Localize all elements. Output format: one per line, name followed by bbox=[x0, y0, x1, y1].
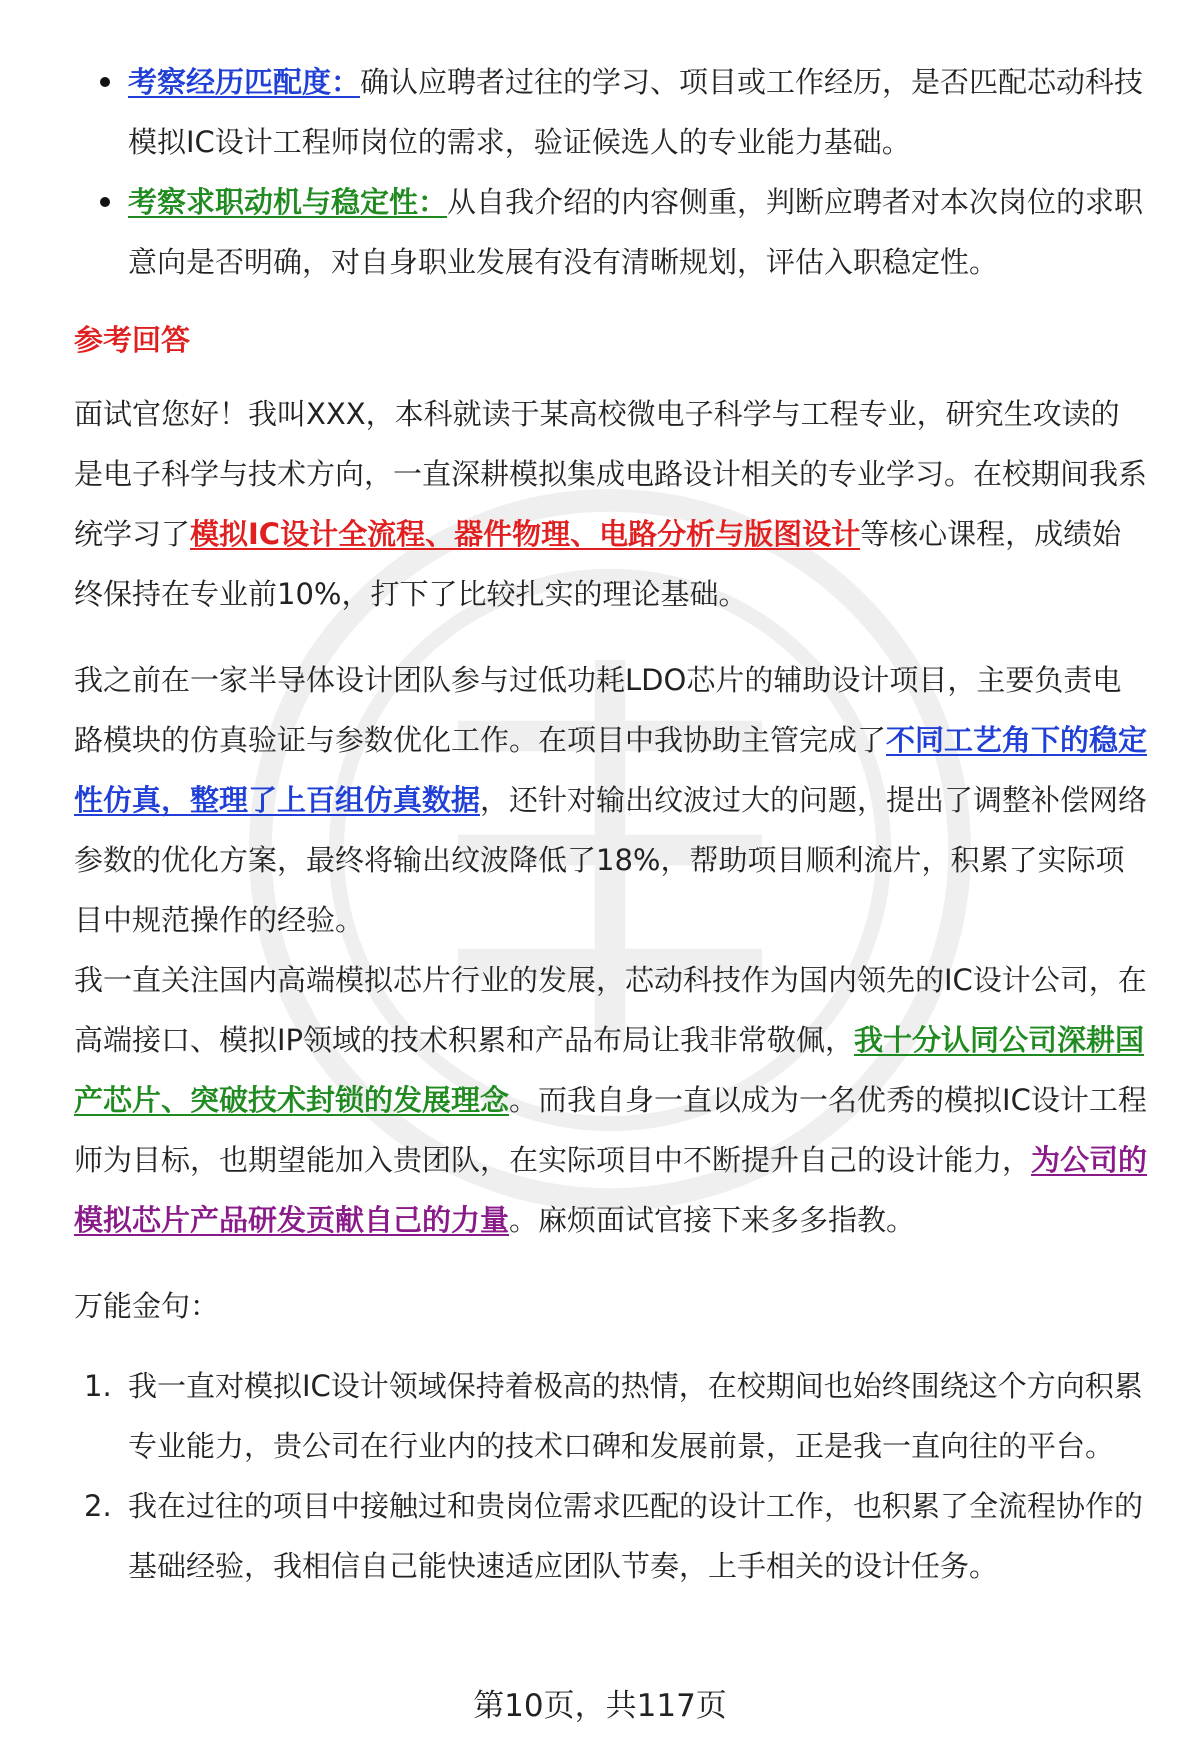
highlight-simulation: 不同工艺角下的稳定性仿真，整理了上百组仿真数据 bbox=[74, 723, 1148, 817]
golden-list bbox=[74, 1356, 1148, 1596]
list-number: 2. bbox=[84, 1489, 112, 1523]
list-number: 1. bbox=[84, 1369, 112, 1403]
golden-item bbox=[74, 1476, 1148, 1596]
answer-paragraph-motivation bbox=[74, 950, 1148, 1250]
golden-item bbox=[74, 1356, 1148, 1476]
criteria-label: 考察求职动机与稳定性： bbox=[128, 185, 448, 219]
section-title: 参考回答 bbox=[74, 323, 191, 357]
answer-paragraph-education bbox=[74, 384, 1148, 624]
criteria-item-experience bbox=[74, 52, 1148, 172]
highlight-company-philosophy: 我十分认同公司深耕国产芯片、突破技术封锁的发展理念 bbox=[74, 1023, 1145, 1117]
text-span: 等核心课程，成绩始终保持在专业前10%，打下了比较扎实的理论基础。 bbox=[74, 517, 1122, 611]
criteria-label: 考察经历匹配度： bbox=[128, 65, 361, 99]
bullet-dot-icon bbox=[100, 197, 110, 207]
golden-text: 我一直对模拟IC设计领域保持着极高的热情，在校期间也始终围绕这个方向积累专业能力，贵公司在行业内的技术口碑和发展前景，正是我一直向往的平台。 bbox=[128, 1369, 1143, 1463]
golden-title: 万能金句： bbox=[74, 1289, 220, 1323]
criteria-item-motivation bbox=[74, 172, 1148, 292]
highlight-courses: 模拟IC设计全流程、器件物理、电路分析与版图设计 bbox=[190, 517, 861, 551]
golden-text: 我在过往的项目中接触过和贵岗位需求匹配的设计工作，也积累了全流程协作的基础经验，我相信自己能快速适应团队节奏，上手相关的设计任务。 bbox=[128, 1489, 1144, 1583]
text-span: 。麻烦面试官接下来多多指教。 bbox=[509, 1203, 916, 1237]
criteria-list bbox=[74, 52, 1148, 292]
document-page bbox=[74, 52, 1148, 1596]
answer-paragraph-project bbox=[74, 650, 1148, 950]
criteria-text: 从自我介绍的内容侧重，判断应聘者对本次岗位的求职意向是否明确，对自身职业发展有没有清晰规划，评估入职稳定性。 bbox=[128, 185, 1144, 279]
text-span: 我一直关注国内高端模拟芯片行业的发展，芯动科技作为国内领先的IC设计公司，在高端接口、模拟IP领域的技术积累和产品布局让我非常敬佩， bbox=[74, 963, 1147, 1057]
text-span: ，还针对输出纹波过大的问题，提出了调整补偿网络参数的优化方案，最终将输出纹波降低了18%，帮助项目顺利流片，积累了实际项目中规范操作的经验。 bbox=[74, 783, 1148, 937]
page-footer: 第10页，共117页 bbox=[473, 1688, 727, 1724]
text-span: 。而我自身一直以成为一名优秀的模拟IC设计工程师为目标，也期望能加入贵团队，在实际项目中不断提升自己的设计能力， bbox=[74, 1083, 1147, 1177]
text-span: 我之前在一家半导体设计团队参与过低功耗LDO芯片的辅助设计项目，主要负责电路模块的仿真验证与参数优化工作。在项目中我协助主管完成了 bbox=[74, 663, 1122, 757]
criteria-text: 确认应聘者过往的学习、项目或工作经历，是否匹配芯动科技模拟IC设计工程师岗位的需求，验证候选人的专业能力基础。 bbox=[128, 65, 1144, 159]
bullet-dot-icon bbox=[100, 77, 110, 87]
text-span: 面试官您好！我叫XXX，本科就读于某高校微电子科学与工程专业，研究生攻读的是电子科学与技术方向，一直深耕模拟集成电路设计相关的专业学习。在校期间我系统学习了 bbox=[74, 397, 1148, 551]
highlight-contribution: 为公司的模拟芯片产品研发贡献自己的力量 bbox=[74, 1143, 1148, 1237]
